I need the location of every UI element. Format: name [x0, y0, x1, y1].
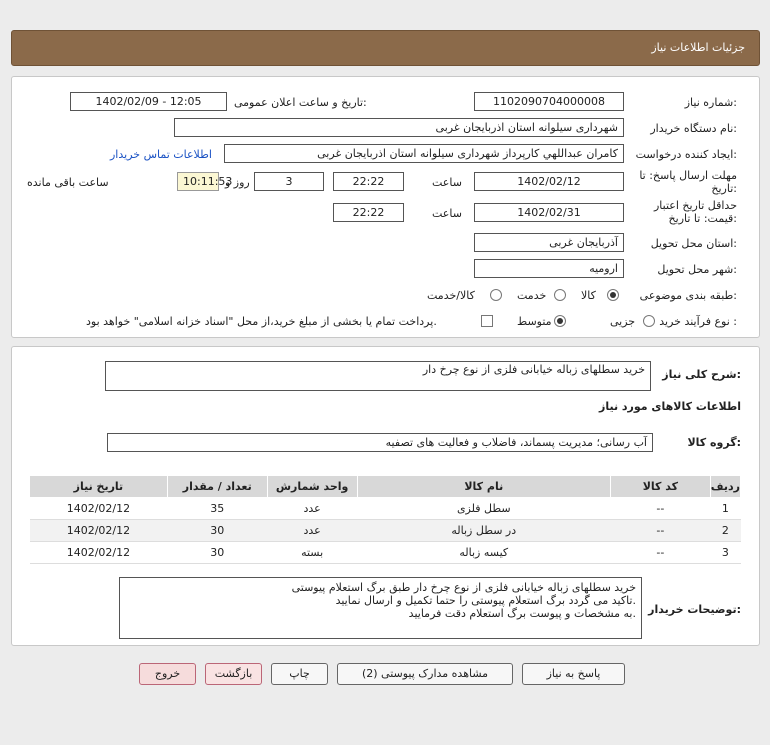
- summary-label: شرح کلی نیاز:: [662, 368, 741, 381]
- province-label: استان محل تحویل:: [650, 237, 737, 250]
- goods-table: [29, 475, 741, 564]
- process-minor-radio[interactable]: [643, 315, 655, 327]
- category-service-label: خدمت: [517, 289, 547, 302]
- cell-code: --: [610, 520, 710, 542]
- city-label: شهر محل تحویل:: [657, 263, 737, 276]
- announce-field: 1402/02/09 - 12:05: [70, 92, 227, 111]
- cell-unit: عدد: [267, 498, 357, 520]
- exit-button[interactable]: خروج: [139, 663, 196, 685]
- process-minor-label: جزیی: [610, 315, 636, 328]
- goods-info-title: اطلاعات کالاهای مورد نیاز: [599, 400, 741, 413]
- cell-code: --: [610, 498, 710, 520]
- cell-row: 2: [710, 520, 740, 542]
- back-button[interactable]: بازگشت: [205, 663, 262, 685]
- deadline-label: مهلت ارسال پاسخ: تا: [639, 169, 737, 182]
- category-both-radio[interactable]: [490, 289, 502, 301]
- col-row: ردیف: [710, 476, 740, 498]
- reply-button[interactable]: پاسخ به نیاز: [522, 663, 625, 685]
- validity-label-2: قیمت: تا تاریخ:: [668, 212, 737, 225]
- category-both-label: کالا/خدمت: [427, 289, 475, 302]
- deadline-time-field: 22:22: [333, 172, 404, 191]
- col-date: تاریخ نیاز: [30, 476, 168, 498]
- deadline-label-2: تاریخ:: [711, 182, 737, 195]
- deadline-date-field: 1402/02/12: [474, 172, 624, 191]
- city-field: ارومیه: [474, 259, 624, 278]
- table-row: [30, 542, 741, 564]
- col-name: نام کالا: [357, 476, 610, 498]
- validity-date-field: 1402/02/31: [474, 203, 624, 222]
- buyer-notes-line: به مشخصات و پیوست برگ استعلام دقت فرمایید.: [408, 607, 636, 620]
- cell-qty: 30: [167, 520, 267, 542]
- cell-qty: 30: [167, 542, 267, 564]
- creator-label: ایجاد کننده درخواست:: [635, 148, 737, 161]
- buyer-label: نام دستگاه خریدار:: [650, 122, 737, 135]
- buyer-field: شهرداری سیلوانه استان اذربایجان غربی: [174, 118, 624, 137]
- need-number-label: شماره نیاز:: [684, 96, 737, 109]
- category-goods-label: کالا: [581, 289, 596, 302]
- treasury-payment-note: پرداخت تمام یا بخشی از مبلغ خرید،از محل "اسناد خزانه اسلامی" خواهد بود.: [86, 315, 437, 328]
- category-service-radio[interactable]: [554, 289, 566, 301]
- buyer-notes-field: [119, 577, 642, 639]
- table-row: [30, 520, 741, 542]
- remaining-label: ساعت باقی مانده: [27, 176, 109, 189]
- summary-field: خرید سطلهای زباله خیابانی فلزی از نوع چرخ دار: [105, 361, 651, 391]
- process-medium-label: متوسط: [517, 315, 552, 328]
- process-label: نوع فرآیند خرید :: [659, 315, 737, 328]
- province-field: آذربایجان غربی: [474, 233, 624, 252]
- category-label: طبقه بندی موضوعی:: [639, 289, 737, 302]
- validity-time-field: 22:22: [333, 203, 404, 222]
- buyer-contact-link[interactable]: اطلاعات تماس خریدار: [110, 148, 212, 161]
- buyer-notes-line: خرید سطلهای زباله خیابانی فلزی از نوع چرخ دار طبق برگ استعلام پیوستی: [291, 581, 636, 594]
- treasury-payment-checkbox[interactable]: [481, 315, 493, 327]
- deadline-time-label: ساعت: [432, 176, 462, 189]
- goods-group-label: گروه کالا:: [687, 436, 741, 449]
- cell-unit: عدد: [267, 520, 357, 542]
- category-goods-radio[interactable]: [607, 289, 619, 301]
- view-attachments-button[interactable]: مشاهده مدارک پیوستی (2): [337, 663, 513, 685]
- cell-name: کیسه زباله: [357, 542, 610, 564]
- creator-field: کامران عبداللهي کارپرداز شهرداری سیلوانه استان اذربایجان غربی: [224, 144, 624, 163]
- need-number-field: 1102090704000008: [474, 92, 624, 111]
- cell-name: سطل فلزی: [357, 498, 610, 520]
- cell-unit: بسته: [267, 542, 357, 564]
- cell-date: 1402/02/12: [30, 542, 168, 564]
- print-button[interactable]: چاپ: [271, 663, 328, 685]
- validity-label: حداقل تاریخ اعتبار: [653, 199, 737, 212]
- process-medium-radio[interactable]: [554, 315, 566, 327]
- buyer-notes-line: تاکید می گردد برگ استعلام پیوستی را حتما تکمیل و ارسال نمایید.: [335, 594, 636, 607]
- cell-row: 1: [710, 498, 740, 520]
- cell-code: --: [610, 542, 710, 564]
- cell-date: 1402/02/12: [30, 498, 168, 520]
- days-label: روز و: [225, 176, 250, 189]
- remaining-time-field: 10:11:53: [177, 172, 219, 191]
- validity-time-label: ساعت: [432, 207, 462, 220]
- need-details-panel: [11, 346, 760, 646]
- days-field: 3: [254, 172, 324, 191]
- goods-group-field: آب رسانی؛ مدیریت پسماند، فاضلاب و فعالیت های تصفیه: [107, 433, 653, 452]
- cell-name: در سطل زباله: [357, 520, 610, 542]
- announce-label: تاریخ و ساعت اعلان عمومی:: [234, 96, 367, 109]
- table-row: [30, 498, 741, 520]
- col-qty: تعداد / مقدار: [167, 476, 267, 498]
- table-header-row: [30, 476, 741, 498]
- need-info-panel: [11, 76, 760, 338]
- cell-qty: 35: [167, 498, 267, 520]
- cell-row: 3: [710, 542, 740, 564]
- cell-date: 1402/02/12: [30, 520, 168, 542]
- buyer-notes-label: توضیحات خریدار:: [648, 603, 741, 616]
- col-code: کد کالا: [610, 476, 710, 498]
- page-header: [11, 30, 760, 66]
- col-unit: واحد شمارش: [267, 476, 357, 498]
- page-title: جزئیات اطلاعات نیاز: [651, 41, 745, 54]
